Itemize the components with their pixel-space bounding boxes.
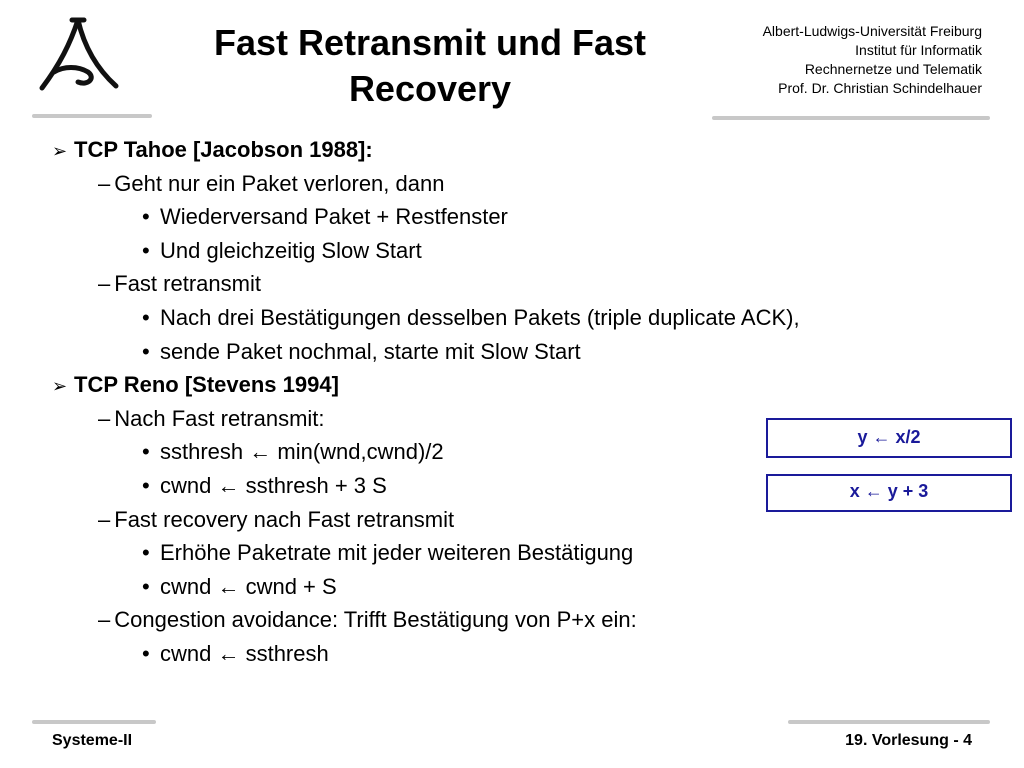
arrow-bullet-icon: ➢	[52, 376, 68, 397]
arrow-bullet-icon: ➢	[52, 141, 68, 161]
dash-bullet-icon: –	[98, 271, 111, 297]
bullet-text: cwnd ← cwnd + S	[160, 573, 337, 599]
bullet-item	[142, 638, 329, 670]
bullet-item	[98, 168, 444, 200]
bullet-text: ssthresh ← min(wnd,cwnd)/2	[160, 439, 444, 465]
footer-rule-left	[32, 720, 156, 724]
bullet-item	[142, 436, 444, 468]
bullet-item	[52, 369, 339, 402]
institution-line: Institut für Informatik	[855, 42, 982, 58]
bullet-item	[52, 134, 373, 167]
slide-title	[160, 20, 700, 112]
bullet-text: Wiederversand Paket + Restfenster	[160, 204, 508, 230]
bullet-text: Und gleichzeitig Slow Start	[160, 237, 422, 263]
title-line-2: Recovery	[348, 68, 512, 109]
header-rule-left	[32, 114, 152, 118]
formula-box-y: y ← x/2	[766, 418, 1012, 458]
institution-block	[763, 22, 982, 98]
dot-bullet-icon: •	[142, 573, 150, 599]
bullet-item	[142, 201, 508, 233]
bullet-text: Fast retransmit	[114, 271, 261, 297]
dash-bullet-icon: –	[98, 607, 111, 633]
footer-course: Systeme-II	[52, 732, 133, 749]
university-logo	[32, 14, 124, 96]
header-rule-right	[712, 116, 990, 120]
dot-bullet-icon: •	[142, 540, 150, 566]
bullet-item	[98, 268, 261, 300]
footer-page: 19. Vorlesung - 4	[845, 732, 972, 749]
bullet-text: Nach Fast retransmit:	[114, 405, 325, 431]
bullet-item	[142, 470, 387, 502]
bullet-text: TCP Tahoe [Jacobson 1988]:	[74, 137, 373, 162]
institution-line: Albert-Ludwigs-Universität Freiburg	[762, 23, 982, 39]
bullet-text: TCP Reno [Stevens 1994]	[74, 372, 339, 398]
bullet-item	[142, 235, 422, 267]
bullet-text: Nach drei Bestätigungen desselben Pakets (triple duplicate ACK),	[160, 305, 800, 330]
dot-bullet-icon: •	[142, 473, 150, 498]
bullet-item	[142, 571, 337, 603]
bullet-text: Geht nur ein Paket verloren, dann	[114, 170, 445, 196]
dot-bullet-icon: •	[142, 641, 150, 666]
formula-box-x: x ← y + 3	[766, 474, 1012, 512]
institution-line: Rechnernetze und Telematik	[804, 61, 982, 77]
title-line-1: Fast Retransmit und Fast	[213, 22, 647, 63]
bullet-text: Erhöhe Paketrate mit jeder weiteren Bestätigung	[160, 540, 634, 566]
dash-bullet-icon: –	[98, 405, 111, 431]
bullet-item	[142, 336, 581, 368]
dot-bullet-icon: •	[142, 439, 150, 465]
bullet-text: cwnd ← ssthresh	[160, 641, 329, 666]
bullet-item	[98, 403, 325, 435]
bullet-text: cwnd ← ssthresh + 3 S	[160, 473, 387, 498]
dot-bullet-icon: •	[142, 305, 150, 330]
dot-bullet-icon: •	[142, 237, 150, 263]
bullet-item	[98, 604, 637, 636]
dot-bullet-icon: •	[142, 338, 150, 364]
institution-line: Prof. Dr. Christian Schindelhauer	[778, 80, 982, 96]
dash-bullet-icon: –	[98, 170, 111, 196]
dot-bullet-icon: •	[142, 204, 150, 230]
bullet-item	[142, 302, 800, 334]
dash-bullet-icon: –	[98, 506, 111, 532]
bullet-text: Congestion avoidance: Trifft Bestätigung von P+x ein:	[114, 607, 637, 633]
footer-rule-right	[788, 720, 990, 724]
bullet-text: sende Paket nochmal, starte mit Slow Start	[160, 338, 581, 364]
bullet-text: Fast recovery nach Fast retransmit	[114, 506, 455, 532]
bullet-item	[142, 537, 633, 569]
bullet-item	[98, 504, 454, 536]
